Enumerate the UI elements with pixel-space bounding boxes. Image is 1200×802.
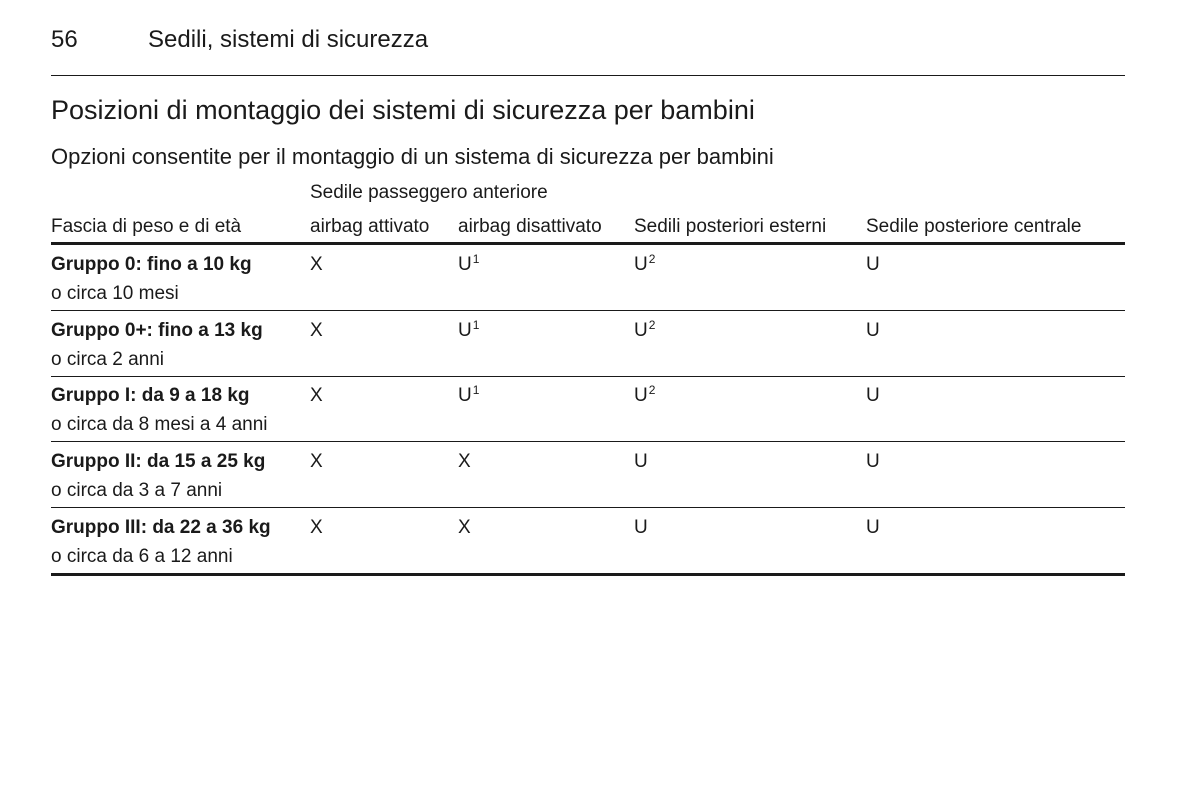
footnote-marker: 1: [472, 318, 480, 332]
table-row: [0, 513, 1200, 579]
cell-value: X: [458, 451, 471, 472]
cell-value: X: [310, 451, 323, 472]
cell-airbag-on: [310, 447, 323, 476]
row-divider: [51, 376, 1125, 377]
page-number: 56: [51, 26, 78, 53]
age-label: o circa 10 mesi: [51, 283, 179, 304]
header-bottom-rule: [51, 242, 1125, 245]
column-header-weight-age: Fascia di peso e di età: [51, 216, 242, 237]
cell-value: X: [458, 517, 471, 538]
group-label: Gruppo III: da 22 a 36 kg: [51, 517, 271, 538]
cell-rear-outer: [634, 250, 655, 279]
table-row: [0, 316, 1200, 382]
cell-value: X: [310, 254, 323, 275]
header-rule: [51, 75, 1125, 76]
cell-airbag-on: [310, 381, 323, 410]
cell-value: U: [866, 385, 880, 406]
cell-rear-center: [866, 447, 880, 476]
cell-rear-center: [866, 316, 880, 345]
cell-rear-outer: [634, 381, 655, 410]
cell-value: X: [310, 517, 323, 538]
cell-value: U: [634, 320, 648, 341]
cell-airbag-on: [310, 250, 323, 279]
cell-rear-center: [866, 381, 880, 410]
table-row: [0, 250, 1200, 316]
column-header-rear-center: Sedile posteriore centrale: [866, 216, 1082, 237]
footnote-marker: 2: [648, 318, 656, 332]
row-divider: [51, 441, 1125, 442]
footnote-marker: 1: [472, 252, 480, 266]
cell-rear-outer: [634, 316, 655, 345]
weight-age-cell: [51, 381, 268, 439]
cell-value: U: [866, 254, 880, 275]
cell-value: U: [634, 451, 648, 472]
column-header-rear-outer: Sedili posteriori esterni: [634, 216, 827, 237]
cell-value: U: [866, 451, 880, 472]
page-subtitle: Opzioni consentite per il montaggio di un sistema di sicurezza per bambini: [51, 144, 774, 169]
cell-rear-center: [866, 250, 880, 279]
cell-value: X: [310, 385, 323, 406]
cell-rear-outer: [634, 513, 648, 542]
cell-rear-outer: [634, 447, 648, 476]
cell-airbag-off: [458, 513, 471, 542]
cell-value: U: [458, 254, 472, 275]
age-label: o circa 2 anni: [51, 349, 165, 370]
column-group-header: Sedile passeggero anteriore: [310, 182, 548, 203]
cell-value: U: [634, 254, 648, 275]
cell-value: U: [458, 385, 472, 406]
cell-airbag-off: [458, 381, 479, 410]
cell-airbag-off: [458, 447, 471, 476]
row-divider: [51, 310, 1125, 311]
cell-airbag-on: [310, 513, 323, 542]
weight-age-cell: [51, 316, 263, 374]
weight-age-cell: [51, 447, 265, 505]
table-row: [0, 447, 1200, 513]
footnote-marker: 2: [648, 252, 656, 266]
cell-airbag-off: [458, 250, 479, 279]
cell-rear-center: [866, 513, 880, 542]
group-label: Gruppo 0+: fino a 13 kg: [51, 320, 263, 341]
group-label: Gruppo II: da 15 a 25 kg: [51, 451, 266, 472]
cell-value: U: [634, 517, 648, 538]
group-label: Gruppo I: da 9 a 18 kg: [51, 385, 250, 406]
cell-value: X: [310, 320, 323, 341]
cell-value: U: [458, 320, 472, 341]
table-row: [0, 381, 1200, 447]
cell-airbag-off: [458, 316, 479, 345]
age-label: o circa da 3 a 7 anni: [51, 480, 223, 501]
page-title: Posizioni di montaggio dei sistemi di sicurezza per bambini: [51, 95, 755, 125]
cell-value: U: [634, 385, 648, 406]
cell-value: U: [866, 517, 880, 538]
weight-age-cell: [51, 250, 252, 308]
cell-value: U: [866, 320, 880, 341]
column-header-airbag-off: airbag disattivato: [458, 216, 602, 237]
footnote-marker: 2: [648, 383, 656, 397]
group-label: Gruppo 0: fino a 10 kg: [51, 254, 252, 275]
table-bottom-rule: [51, 573, 1125, 576]
footnote-marker: 1: [472, 383, 480, 397]
column-header-airbag-on: airbag attivato: [310, 216, 430, 237]
row-divider: [51, 507, 1125, 508]
weight-age-cell: [51, 513, 271, 571]
section-name: Sedili, sistemi di sicurezza: [148, 26, 429, 53]
age-label: o circa da 6 a 12 anni: [51, 546, 233, 567]
age-label: o circa da 8 mesi a 4 anni: [51, 414, 268, 435]
cell-airbag-on: [310, 316, 323, 345]
